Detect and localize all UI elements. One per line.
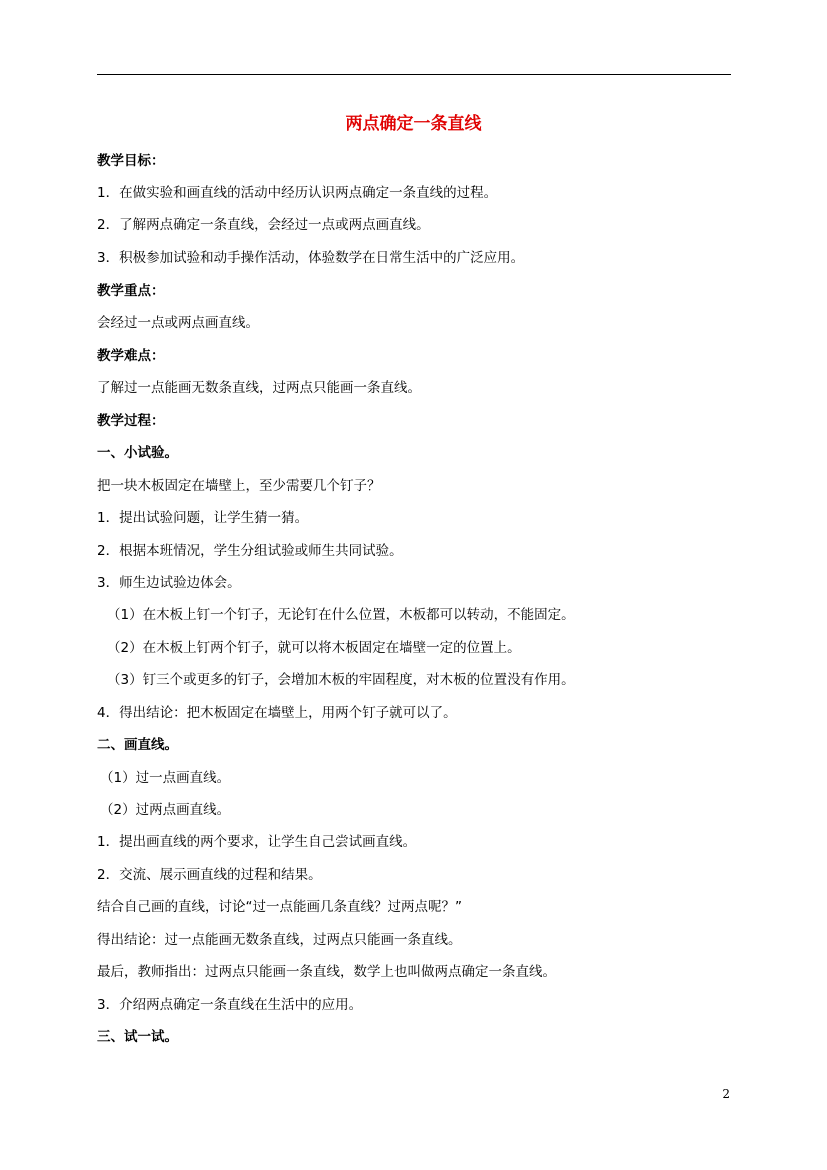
list-item: 3．介绍两点确定一条直线在生活中的应用。 <box>97 997 363 1013</box>
paragraph-conclusion: 得出结论：过一点能画无数条直线，过两点只能画一条直线。 <box>97 932 462 948</box>
list-item: 3．师生边试验边体会。 <box>97 575 241 591</box>
sub-list-item: （2）过两点画直线。 <box>100 802 231 818</box>
sub-list-item: （1）在木板上钉一个钉子，无论钉在什么位置，木板都可以转动，不能固定。 <box>107 607 575 623</box>
subsection-heading-experiment: 一、小试验。 <box>97 445 178 461</box>
list-item: 2．交流、展示画直线的过程和结果。 <box>97 867 322 883</box>
objective-item-1: 1．在做实验和画直线的活动中经历认识两点确定一条直线的过程。 <box>97 185 498 201</box>
section-heading-process: 教学过程： <box>97 413 165 429</box>
objective-item-2: 2．了解两点确定一条直线，会经过一点或两点画直线。 <box>97 217 430 233</box>
section-heading-key-points: 教学重点： <box>97 283 165 299</box>
objective-item-3: 3．积极参加试验和动手操作活动，体验数学在日常生活中的广泛应用。 <box>97 250 525 266</box>
list-item: 1．提出画直线的两个要求，让学生自己尝试画直线。 <box>97 834 417 850</box>
sub-list-item: （2）在木板上钉两个钉子，就可以将木板固定在墙壁一定的位置上。 <box>107 640 521 656</box>
list-item: 4．得出结论：把木板固定在墙壁上，用两个钉子就可以了。 <box>97 705 457 721</box>
key-point-text: 会经过一点或两点画直线。 <box>97 315 259 331</box>
subsection-heading-try-it: 三、试一试。 <box>97 1029 178 1045</box>
document-title: 两点确定一条直线 <box>345 114 482 134</box>
sub-list-item: （3）钉三个或更多的钉子，会增加木板的牢固程度，对木板的位置没有作用。 <box>107 672 575 688</box>
subsection-heading-draw-lines: 二、画直线。 <box>97 737 178 753</box>
paragraph-question: 把一块木板固定在墙壁上，至少需要几个钉子？ <box>97 478 381 494</box>
section-heading-difficulties: 教学难点： <box>97 348 165 364</box>
paragraph-teacher-note: 最后，教师指出：过两点只能画一条直线，数学上也叫做两点确定一条直线。 <box>97 964 556 980</box>
list-item: 1．提出试验问题，让学生猜一猜。 <box>97 510 309 526</box>
page-number: 2 <box>722 1087 730 1101</box>
section-heading-objectives: 教学目标： <box>97 153 165 169</box>
paragraph-discussion: 结合自己画的直线，讨论“过一点能画几条直线？过两点呢？” <box>97 899 462 915</box>
header-rule <box>97 74 731 75</box>
difficulty-text: 了解过一点能画无数条直线，过两点只能画一条直线。 <box>97 380 421 396</box>
list-item: 2．根据本班情况，学生分组试验或师生共同试验。 <box>97 543 403 559</box>
sub-list-item: （1）过一点画直线。 <box>100 770 231 786</box>
